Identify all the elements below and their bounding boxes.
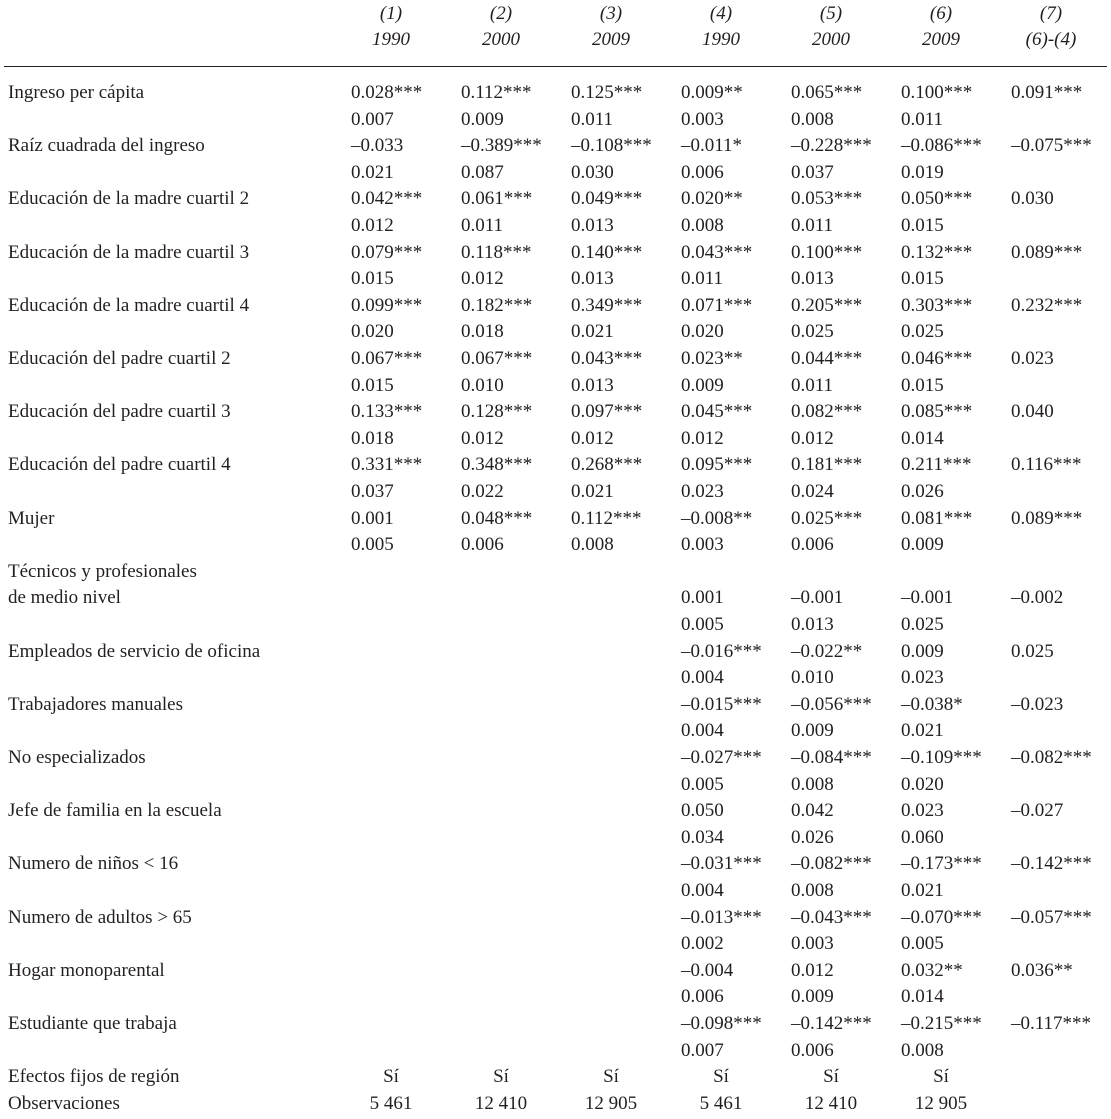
cell-value: 0.303***	[901, 294, 973, 316]
cell-value: –0.173***	[901, 853, 982, 875]
cell-value: 0.021	[901, 880, 944, 901]
cell-value: 0.011	[681, 268, 724, 290]
cell-value: 0.023	[681, 481, 724, 502]
cell-value: 0.014	[901, 986, 944, 1008]
cell-value: 0.026	[901, 481, 944, 502]
footer-row	[0, 1063, 1111, 1090]
cell-value: 0.006	[791, 1039, 834, 1061]
cell-value: 0.021	[571, 321, 614, 343]
cell-value: 0.013	[571, 374, 614, 396]
standard-error-row	[0, 983, 1111, 1010]
cell-value: 0.112***	[571, 507, 642, 529]
cell-value: 12 905	[584, 1092, 638, 1114]
row-label: Raíz cuadrada del ingreso	[8, 135, 205, 157]
cell-value: Sí	[603, 1066, 619, 1088]
cell-value: –0.108***	[571, 135, 652, 157]
cell-value: 0.011	[901, 108, 944, 130]
cell-value: 0.023	[901, 800, 944, 822]
cell-value: –0.001	[901, 587, 954, 609]
cell-value: 0.112***	[461, 82, 532, 103]
cell-value: 0.048***	[461, 507, 533, 529]
cell-value: –0.117***	[1011, 1013, 1092, 1034]
cell-value: 0.015	[901, 215, 944, 236]
coefficient-row	[0, 1010, 1111, 1037]
cell-value: 0.009	[901, 640, 944, 662]
cell-value: 0.012	[791, 959, 834, 981]
cell-value: 0.132***	[901, 241, 973, 263]
standard-error-row	[0, 664, 1111, 691]
cell-value: –0.011*	[681, 135, 743, 157]
coefficient-row	[0, 292, 1111, 319]
cell-value: 5 461	[699, 1092, 743, 1114]
cell-value: 0.089***	[1011, 241, 1083, 263]
cell-value: 0.015	[351, 374, 394, 396]
cell-value: 0.018	[351, 427, 394, 449]
cell-value: –0.070***	[901, 906, 982, 928]
cell-value: 0.024	[791, 481, 834, 502]
cell-value: 0.037	[351, 481, 394, 502]
cell-value: 0.050***	[901, 188, 973, 210]
row-label: Numero de adultos > 65	[8, 906, 192, 928]
column-year: 2009	[922, 29, 960, 50]
cell-value: 0.025	[901, 321, 944, 343]
cell-value: 0.004	[681, 667, 724, 689]
cell-value: –0.389***	[461, 135, 542, 157]
cell-value: 0.095***	[681, 454, 753, 476]
cell-value: 0.065***	[791, 82, 863, 103]
cell-value: –0.084***	[791, 747, 872, 768]
cell-value: 0.008	[791, 880, 834, 901]
coefficient-row	[0, 584, 1111, 611]
row-label: Trabajadores manuales	[8, 693, 183, 715]
standard-error-row	[0, 771, 1111, 798]
standard-error-row	[0, 159, 1111, 186]
row-label: Educación de la madre cuartil 4	[8, 294, 250, 316]
cell-value: 0.006	[461, 534, 504, 556]
coefficient-row	[0, 850, 1111, 877]
cell-value: 0.232***	[1011, 294, 1083, 316]
cell-value: 0.043***	[571, 348, 643, 369]
cell-value: 12 410	[474, 1092, 528, 1114]
cell-value: 0.014	[901, 427, 944, 449]
cell-value: 0.015	[901, 268, 944, 290]
cell-value: 5 461	[369, 1092, 413, 1114]
cell-value: 0.021	[571, 481, 614, 502]
standard-error-row	[0, 265, 1111, 292]
cell-value: 0.125***	[571, 82, 643, 103]
cell-value: 0.004	[681, 720, 724, 742]
cell-value: 0.005	[351, 534, 394, 556]
cell-value: 0.061***	[461, 188, 533, 210]
row-label: Educación de la madre cuartil 3	[8, 241, 250, 263]
row-label: Educación del padre cuartil 3	[8, 401, 231, 423]
coefficient-row	[0, 398, 1111, 425]
cell-value: 0.331***	[351, 454, 423, 476]
cell-value: 0.091***	[1011, 82, 1083, 103]
coefficient-row	[0, 691, 1111, 718]
cell-value: 0.011	[791, 215, 834, 236]
cell-value: 0.044***	[791, 348, 863, 369]
cell-value: –0.215***	[901, 1013, 982, 1034]
cell-value: 0.012	[791, 427, 834, 449]
cell-value: –0.027	[1011, 800, 1064, 822]
cell-value: 0.043***	[681, 241, 753, 263]
cell-value: –0.038*	[901, 693, 963, 715]
cell-value: 0.010	[461, 374, 504, 396]
cell-value: –0.043***	[791, 906, 872, 928]
row-label: Mujer	[8, 507, 55, 529]
cell-value: –0.023	[1011, 693, 1064, 715]
column-header	[1006, 1, 1096, 53]
column-header	[566, 1, 656, 53]
standard-error-row	[0, 318, 1111, 345]
standard-error-row	[0, 717, 1111, 744]
cell-value: –0.142***	[1011, 853, 1092, 875]
cell-value: –0.086***	[901, 135, 982, 157]
cell-value: –0.027***	[681, 747, 762, 768]
cell-value: 0.081***	[901, 507, 973, 529]
variable-row-title	[0, 558, 1111, 585]
cell-value: –0.056***	[791, 693, 872, 715]
cell-value: 0.012	[571, 427, 614, 449]
cell-value: 0.005	[681, 773, 724, 795]
cell-value: –0.082***	[791, 853, 872, 875]
cell-value: –0.016***	[681, 640, 762, 662]
cell-value: 0.009	[901, 534, 944, 556]
column-year: 1990	[702, 29, 740, 50]
coefficient-row	[0, 904, 1111, 931]
standard-error-row	[0, 478, 1111, 505]
cell-value: 12 905	[914, 1092, 968, 1114]
cell-value: 0.025	[901, 614, 944, 635]
row-label: Educación del padre cuartil 4	[8, 454, 231, 476]
column-number: (1)	[379, 3, 403, 24]
cell-value: 0.045***	[681, 401, 753, 423]
cell-value: 0.211***	[901, 454, 972, 476]
cell-value: 0.011	[791, 374, 834, 396]
cell-value: 0.011	[461, 215, 504, 236]
cell-value: 0.003	[791, 933, 834, 955]
row-label: Numero de niños < 16	[8, 853, 179, 875]
cell-value: 0.003	[681, 108, 724, 130]
cell-value: 0.205***	[791, 294, 863, 316]
row-label: Educación de la madre cuartil 2	[8, 188, 250, 210]
cell-value: 0.133***	[351, 401, 423, 423]
cell-value: 0.053***	[791, 188, 863, 210]
cell-value: 0.013	[571, 268, 614, 290]
cell-value: 0.037	[791, 161, 834, 183]
cell-value: 0.022	[461, 481, 504, 502]
cell-value: –0.228***	[791, 135, 872, 157]
cell-value: 0.007	[681, 1039, 724, 1061]
row-label: No especializados	[8, 747, 146, 768]
cell-value: 0.001	[351, 507, 394, 529]
standard-error-row	[0, 1037, 1111, 1064]
cell-value: 0.116***	[1011, 454, 1082, 476]
cell-value: 0.099***	[351, 294, 423, 316]
column-header	[786, 1, 876, 53]
column-number: (2)	[489, 3, 513, 24]
column-header	[676, 1, 766, 53]
cell-value: 0.009	[791, 986, 834, 1008]
cell-value: –0.109***	[901, 747, 982, 768]
cell-value: 0.268***	[571, 454, 643, 476]
cell-value: –0.142***	[791, 1013, 872, 1034]
standard-error-row	[0, 611, 1111, 638]
standard-error-row	[0, 824, 1111, 851]
footer-row	[0, 1090, 1111, 1117]
column-number: (4)	[709, 3, 733, 24]
coefficient-row	[0, 638, 1111, 665]
standard-error-row	[0, 877, 1111, 904]
cell-value: 0.010	[791, 667, 834, 689]
cell-value: 0.019	[901, 161, 944, 183]
cell-value: 0.349***	[571, 294, 643, 316]
cell-value: 0.067***	[461, 348, 533, 369]
cell-value: 0.046***	[901, 348, 973, 369]
cell-value: 0.005	[901, 933, 944, 955]
coefficient-row	[0, 451, 1111, 478]
row-label: Observaciones	[8, 1092, 120, 1114]
cell-value: 0.118***	[461, 241, 532, 263]
cell-value: 0.032**	[901, 959, 963, 981]
cell-value: 0.006	[791, 534, 834, 556]
column-header	[896, 1, 986, 53]
standard-error-row	[0, 212, 1111, 239]
cell-value: Sí	[823, 1066, 839, 1088]
cell-value: 0.006	[681, 161, 724, 183]
cell-value: 0.023	[901, 667, 944, 689]
coefficient-row	[0, 239, 1111, 266]
column-year: 1990	[372, 29, 410, 50]
cell-value: 0.020**	[681, 188, 743, 210]
cell-value: 0.034	[681, 826, 724, 848]
cell-value: 0.023	[1011, 348, 1054, 369]
standard-error-row	[0, 106, 1111, 133]
cell-value: –0.015***	[681, 693, 762, 715]
cell-value: 0.023**	[681, 348, 743, 369]
cell-value: 0.015	[351, 268, 394, 290]
standard-error-row	[0, 531, 1111, 558]
cell-value: 0.013	[791, 614, 834, 635]
cell-value: 0.002	[681, 933, 724, 955]
cell-value: –0.082***	[1011, 747, 1092, 768]
cell-value: 0.021	[351, 161, 394, 183]
cell-value: –0.002	[1011, 587, 1064, 609]
cell-value: –0.022**	[791, 640, 863, 662]
cell-value: 0.008	[791, 773, 834, 795]
row-label: Jefe de familia en la escuela	[8, 800, 222, 822]
cell-value: 0.025	[1011, 640, 1054, 662]
cell-value: 0.007	[351, 108, 394, 130]
cell-value: 0.013	[571, 215, 614, 236]
cell-value: 0.030	[571, 161, 614, 183]
cell-value: 0.040	[1011, 401, 1054, 423]
coefficient-row	[0, 185, 1111, 212]
cell-value: –0.098***	[681, 1013, 762, 1034]
cell-value: 0.012	[461, 268, 504, 290]
column-header	[346, 1, 436, 53]
row-label: Técnicos y profesionales	[8, 560, 197, 582]
cell-value: 0.020	[901, 773, 944, 795]
cell-value: 0.049***	[571, 188, 643, 210]
row-label: Efectos fijos de región	[8, 1066, 180, 1088]
coefficient-row	[0, 797, 1111, 824]
column-number: (6)	[929, 3, 953, 24]
cell-value: Sí	[383, 1066, 399, 1088]
cell-value: Sí	[933, 1066, 949, 1088]
row-label: Hogar monoparental	[8, 959, 165, 981]
cell-value: 0.087	[461, 161, 504, 183]
cell-value: –0.057***	[1011, 906, 1092, 928]
cell-value: 0.026	[791, 826, 834, 848]
cell-value: Sí	[493, 1066, 509, 1088]
cell-value: 0.001	[681, 587, 724, 609]
cell-value: 0.012	[351, 215, 394, 236]
cell-value: 0.060	[901, 826, 944, 848]
cell-value: –0.031***	[681, 853, 762, 875]
column-year: 2000	[482, 29, 520, 50]
row-label: Educación del padre cuartil 2	[8, 348, 231, 369]
column-year: 2000	[812, 29, 850, 50]
cell-value: 0.128***	[461, 401, 533, 423]
cell-value: 0.042***	[351, 188, 423, 210]
cell-value: 0.008	[681, 215, 724, 236]
standard-error-row	[0, 930, 1111, 957]
header-rule	[4, 66, 1107, 67]
cell-value: –0.004	[681, 959, 734, 981]
cell-value: 0.009	[461, 108, 504, 130]
column-header	[456, 1, 546, 53]
cell-value: 0.003	[681, 534, 724, 556]
cell-value: 0.050	[681, 800, 724, 822]
cell-value: 0.011	[571, 108, 614, 130]
column-year: (6)-(4)	[1025, 29, 1077, 50]
cell-value: –0.075***	[1011, 135, 1092, 157]
cell-value: 0.008	[901, 1039, 944, 1061]
cell-value: 0.085***	[901, 401, 973, 423]
cell-value: 0.015	[901, 374, 944, 396]
cell-value: 0.348***	[461, 454, 533, 476]
cell-value: 0.082***	[791, 401, 863, 423]
column-number: (3)	[599, 3, 623, 24]
cell-value: 0.182***	[461, 294, 533, 316]
coefficient-row	[0, 505, 1111, 532]
cell-value: Sí	[713, 1066, 729, 1088]
cell-value: 0.089***	[1011, 507, 1083, 529]
cell-value: –0.013***	[681, 906, 762, 928]
cell-value: 0.071***	[681, 294, 753, 316]
cell-value: 0.009	[681, 374, 724, 396]
coefficient-row	[0, 345, 1111, 372]
cell-value: 0.025***	[791, 507, 863, 529]
cell-value: 0.020	[681, 321, 724, 343]
coefficient-row	[0, 744, 1111, 771]
cell-value: 0.008	[791, 108, 834, 130]
column-number: (5)	[819, 3, 843, 24]
cell-value: 0.013	[791, 268, 834, 290]
coefficient-row	[0, 132, 1111, 159]
cell-value: –0.008**	[681, 507, 753, 529]
cell-value: 0.009**	[681, 82, 743, 103]
cell-value: 0.067***	[351, 348, 423, 369]
row-label: Empleados de servicio de oficina	[8, 640, 261, 662]
standard-error-row	[0, 425, 1111, 452]
cell-value: –0.033	[351, 135, 404, 157]
cell-value: 0.012	[681, 427, 724, 449]
coefficient-row	[0, 957, 1111, 984]
cell-value: 0.028***	[351, 82, 423, 103]
column-number: (7)	[1039, 3, 1063, 24]
column-year: 2009	[592, 29, 630, 50]
cell-value: 0.021	[901, 720, 944, 742]
cell-value: 0.008	[571, 534, 614, 556]
coefficient-row	[0, 79, 1111, 106]
cell-value: 0.100***	[791, 241, 863, 263]
cell-value: 0.005	[681, 614, 724, 635]
row-label: de medio nivel	[8, 587, 121, 609]
cell-value: 0.100***	[901, 82, 973, 103]
cell-value: 0.140***	[571, 241, 643, 263]
cell-value: 12 410	[804, 1092, 858, 1114]
cell-value: 0.012	[461, 427, 504, 449]
cell-value: 0.079***	[351, 241, 423, 263]
cell-value: 0.097***	[571, 401, 643, 423]
cell-value: 0.025	[791, 321, 834, 343]
cell-value: 0.042	[791, 800, 834, 822]
cell-value: 0.006	[681, 986, 724, 1008]
row-label: Ingreso per cápita	[8, 82, 145, 103]
cell-value: 0.009	[791, 720, 834, 742]
row-label: Estudiante que trabaja	[8, 1013, 177, 1034]
cell-value: 0.018	[461, 321, 504, 343]
cell-value: 0.030	[1011, 188, 1054, 210]
cell-value: 0.036**	[1011, 959, 1073, 981]
cell-value: 0.020	[351, 321, 394, 343]
cell-value: –0.001	[791, 587, 844, 609]
cell-value: 0.004	[681, 880, 724, 901]
standard-error-row	[0, 372, 1111, 399]
cell-value: 0.181***	[791, 454, 863, 476]
